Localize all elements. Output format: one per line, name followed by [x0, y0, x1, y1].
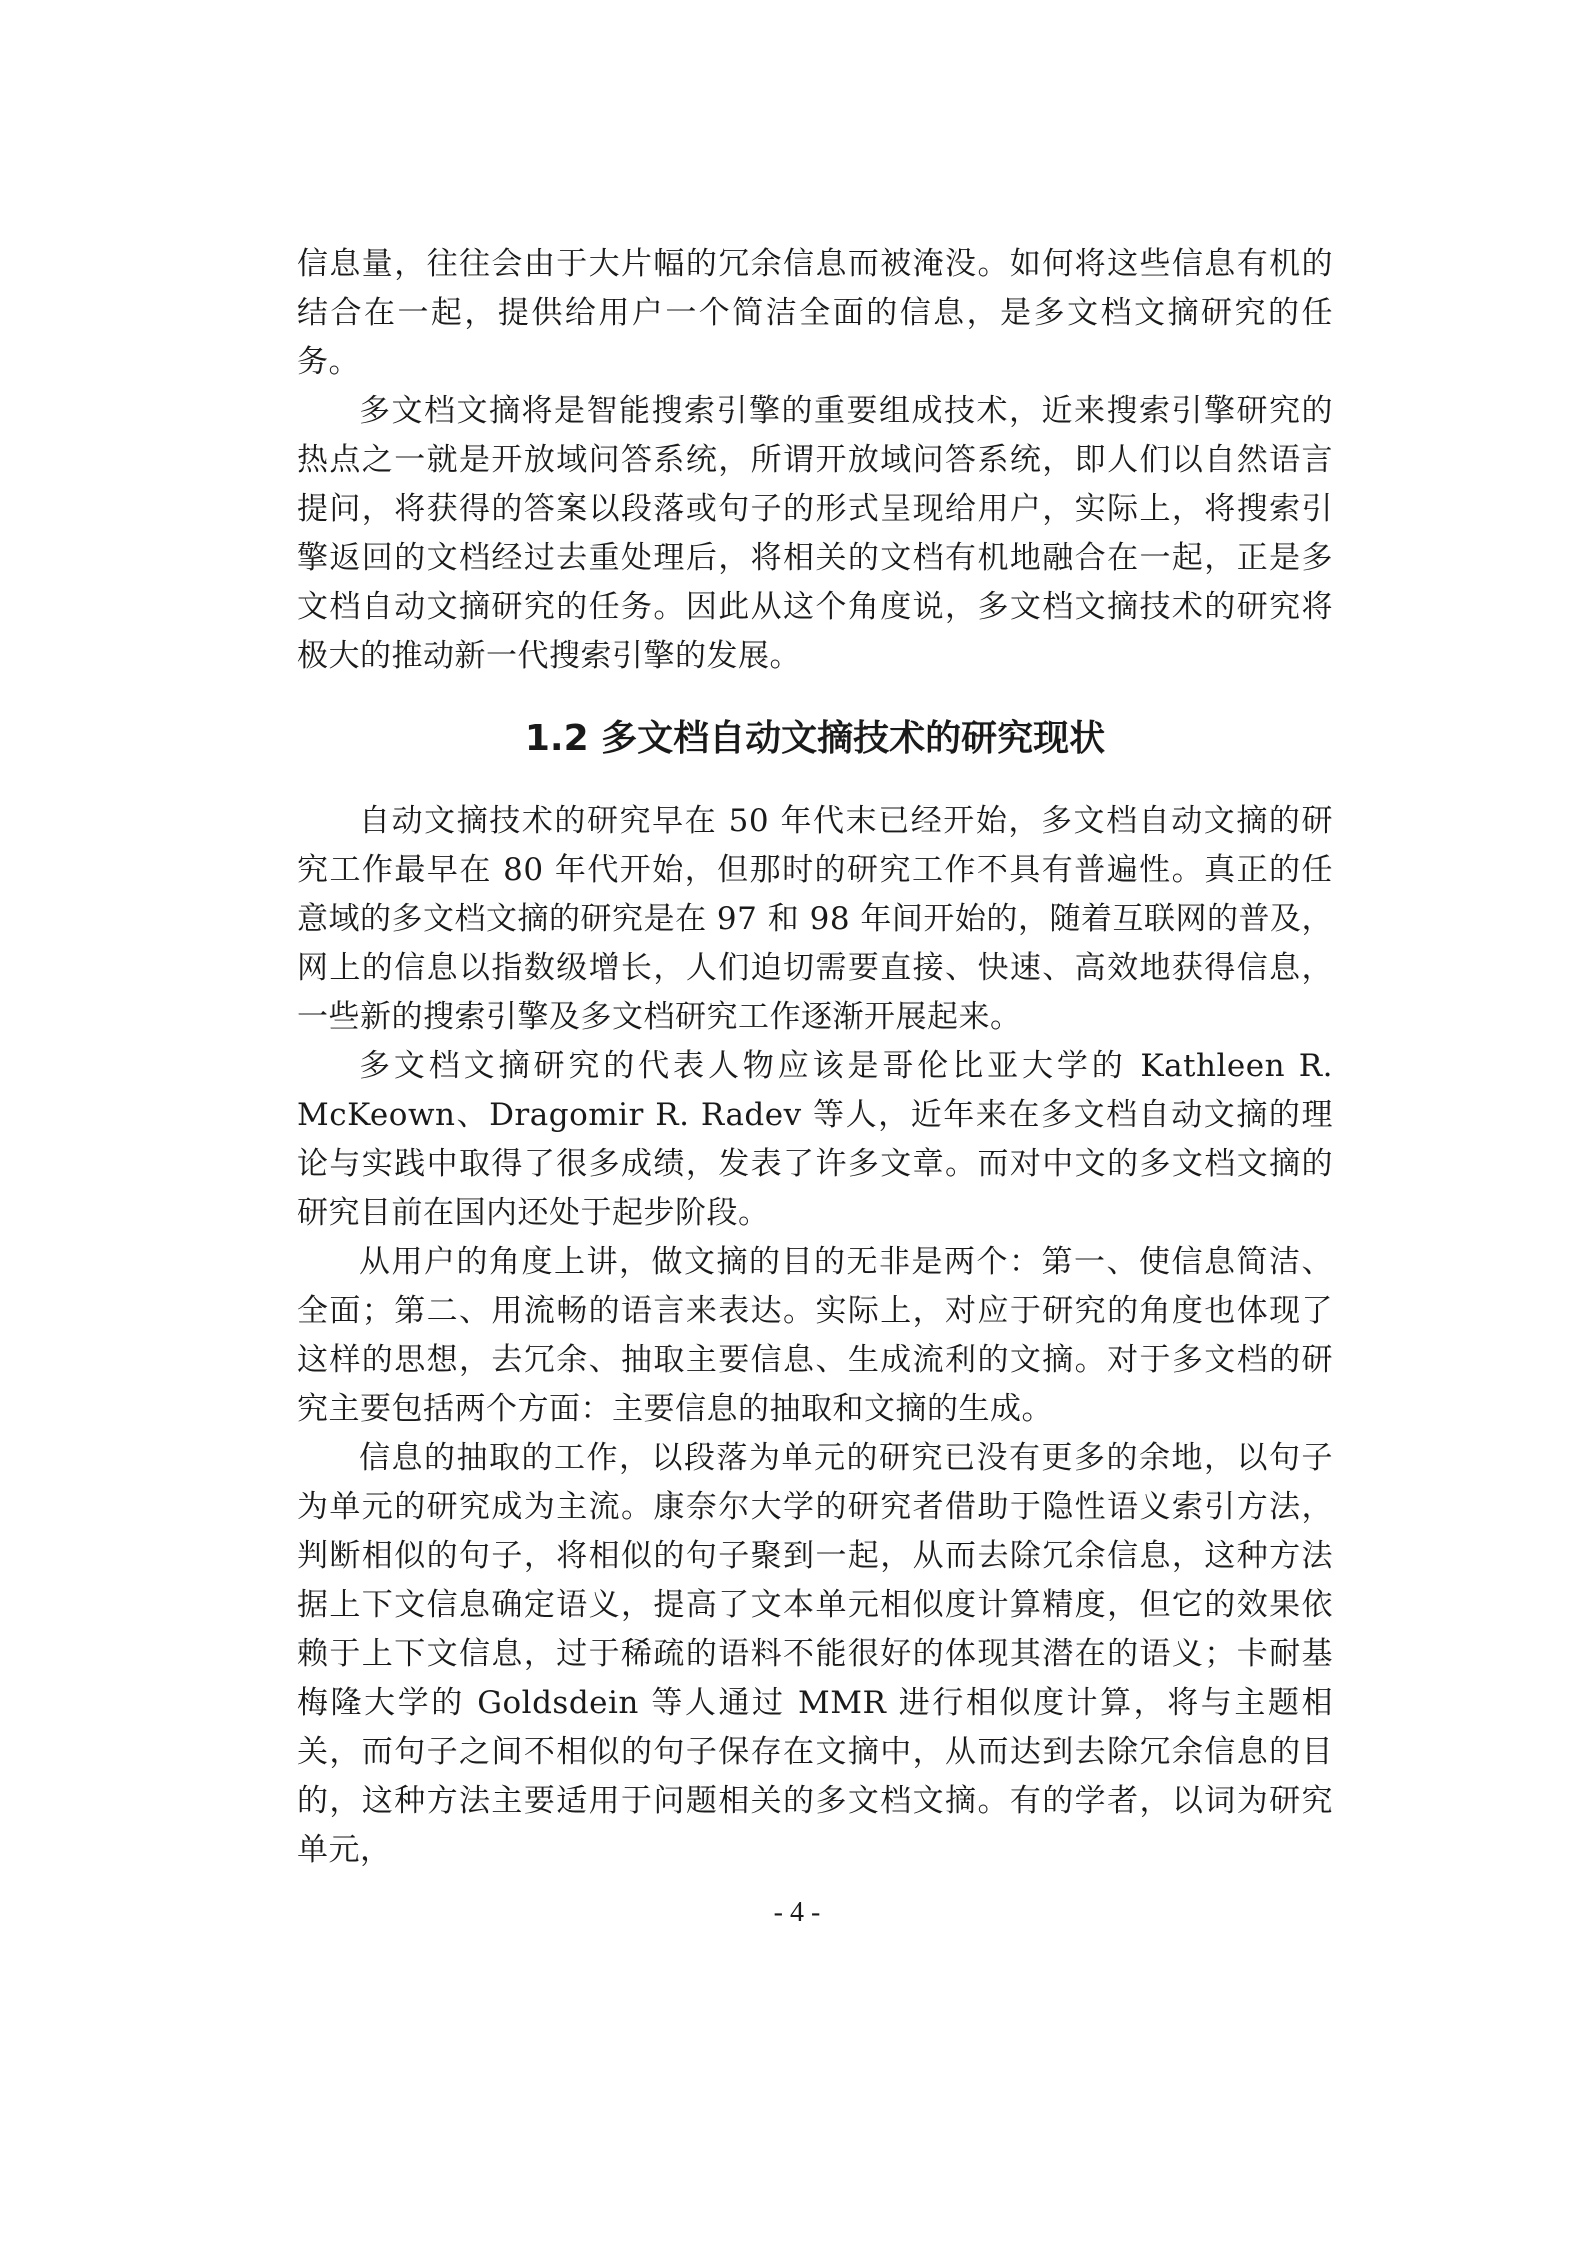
page-number: - 4 -: [773, 1897, 821, 1928]
paragraph-user-perspective: 从用户的角度上讲，做文摘的目的无非是两个：第一、使信息简洁、全面；第二、用流畅的语言来表达。实际上，对应于研究的角度也体现了这样的思想，去冗余、抽取主要信息、生成流利的文摘。对于多文档的研究主要包括两个方面：主要信息的抽取和文摘的生成。: [297, 1244, 1333, 1427]
paragraph-extraction: 信息的抽取的工作，以段落为单元的研究已没有更多的余地，以句子为单元的研究成为主流。康奈尔大学的研究者借助于隐性语义索引方法，判断相似的句子，将相似的句子聚到一起，从而去除冗余信息，这种方法据上下文信息确定语义，提高了文本单元相似度计算精度，但它的效果依赖于上下文信息，过于稀疏的语料不能很好的体现其潜在的语义；卡耐基梅隆大学的 Goldsdein 等人通过 MMR 进行相似度计算，将与主题相关，而句子之间不相似的句子保存在文摘中，从而达到去除冗余信息的目的，这种方法主要适用于问题相关的多文档文摘。有的学者，以词为研究单元，: [297, 1440, 1333, 1868]
paragraph-continued: 信息量，往往会由于大片幅的冗余信息而被淹没。如何将这些信息有机的结合在一起，提供给用户一个简洁全面的信息，是多文档文摘研究的任务。: [297, 246, 1333, 380]
paragraph-history: 自动文摘技术的研究早在 50 年代末已经开始，多文档自动文摘的研究工作最早在 80 年代开始，但那时的研究工作不具有普遍性。真正的任意域的多文档文摘的研究是在 97 和 98 年间开始的，随着互联网的普及，网上的信息以指数级增长，人们迫切需要直接、快速、高效地获得信息，一些新的搜索引擎及多文档研究工作逐渐开展起来。: [297, 803, 1333, 1035]
paragraph-researchers: 多文档文摘研究的代表人物应该是哥伦比亚大学的 Kathleen R. McKeown、Dragomir R. Radev 等人，近年来在多文档自动文摘的理论与实践中取得了很多成绩，发表了许多文章。而对中文的多文档文摘的研究目前在国内还处于起步阶段。: [297, 1048, 1333, 1231]
section-heading: 1.2 多文档自动文摘技术的研究现状: [524, 718, 1106, 759]
paragraph-search-engine: 多文档文摘将是智能搜索引擎的重要组成技术，近来搜索引擎研究的热点之一就是开放域问答系统，所谓开放域问答系统，即人们以自然语言提问，将获得的答案以段落或句子的形式呈现给用户，实际上，将搜索引擎返回的文档经过去重处理后，将相关的文档有机地融合在一起，正是多文档自动文摘研究的任务。因此从这个角度说，多文档文摘技术的研究将极大的推动新一代搜索引擎的发展。: [297, 393, 1333, 674]
document-page: [297, 240, 1333, 1875]
